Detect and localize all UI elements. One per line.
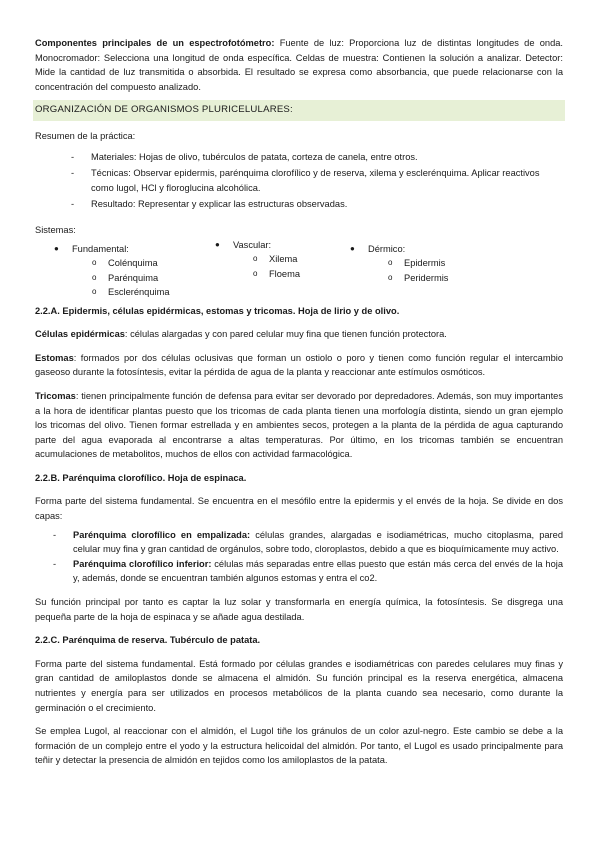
section-2-2-c-paragraph-2: Se emplea Lugol, al reaccionar con el almidón, el Lugol tiñe los gránulos de un color azul-negro. Este cambio se debe a la formación de un complejo entre el yodo y la estructura helicoidal del almidón. Por tanto, el Lugol es usado principalmente para teñir y detectar la presencia de almidón en tejidos como los amiloplastos de la patata. xyxy=(35,726,563,766)
spectro-lead: Componentes principales de un espectrofotómetro: xyxy=(35,38,275,48)
circle-bullet-icon: o xyxy=(92,258,97,268)
spectro-text: Fuente de luz: Proporciona luz de distintas longitudes de onda. Monocromador: Selecciona una longitud de onda específica. Celdas de muestra: Contienen la solución a analizar. Detector: Mide la cantidad de luz transmitida o absorbida. El resultado se expresa como absorbancia, que puede relacionarse con la concentración del compuesto analizado. xyxy=(35,38,563,92)
estomas-paragraph: Estomas: formados por dos células oclusivas que forman un ostiolo o poro y tienen como función regular el intercambio gaseoso durante la fotosíntesis, evitar la pérdida de agua de la planta y reaccionar ante estímulos osmóticos. xyxy=(35,352,563,378)
section-2-2-a-title: 2.2.A. Epidermis, células epidérmicas, estomas y tricomas. Hoja de lirio y de olivo. xyxy=(35,305,400,316)
section-2-2-b-title: 2.2.B. Parénquima clorofílico. Hoja de espinaca. xyxy=(35,472,247,483)
sistema-vascular: ● Vascular: o Xilema o Floema xyxy=(215,238,300,282)
bullet-icon: ● xyxy=(215,239,220,249)
list-item: - Técnicas: Observar epidermis, parénquima clorofílico y de reserva, xilema y esclerénquima. Aplicar reactivos como lugol, HCl y floroglucina alcohólica. xyxy=(71,168,540,193)
bullet-icon: ● xyxy=(350,243,355,253)
dash-marker: - xyxy=(53,558,57,569)
document-page xyxy=(35,36,563,768)
spectro-paragraph xyxy=(35,36,563,94)
circle-bullet-icon: o xyxy=(388,258,393,268)
section-2-2-c-paragraph-1: Forma parte del sistema fundamental. Está formado por células grandes e isodiamétricas con paredes celulares muy finas y gran cantidad de amiloplastos donde se almacena el almidón. Su función principal es la reserva energética, almacena nutrientes y energía para ser utilizados en procesos metabólicos de la planta cuando sea necesario, como durante la germinación o el crecimiento. xyxy=(35,658,563,713)
capas-list xyxy=(35,528,563,586)
dash-marker: - xyxy=(71,151,75,162)
dash-marker: - xyxy=(71,168,75,179)
resumen-list xyxy=(35,150,563,212)
sistema-dermico: ● Dérmico: o Epidermis o Peridermis xyxy=(350,242,448,286)
list-item: - Materiales: Hojas de olivo, tubérculos de patata, corteza de canela, entre otros. xyxy=(35,150,563,165)
list-item: - Parénquima clorofílico inferior: células más separadas entre ellas puesto que están más cerca del envés de la hoja y, además, donde se encuentran también algunos estomas y entra el co2. xyxy=(53,558,563,584)
list-item: - Resultado: Representar y explicar las estructuras observadas. xyxy=(35,197,563,212)
sistemas-label: Sistemas: xyxy=(35,224,76,235)
resumen-label: Resumen de la práctica: xyxy=(35,130,136,141)
circle-bullet-icon: o xyxy=(92,287,97,297)
section-2-2-c-title: 2.2.C. Parénquima de reserva. Tubérculo de patata. xyxy=(35,635,261,646)
section-banner: ORGANIZACIÓN DE ORGANISMOS PLURICELULARES: xyxy=(33,100,565,121)
list-item: - Parénquima clorofílico en empalizada: células grandes, alargadas e isodiamétricas, mucho citoplasma, pared celular muy fina y gran cantidad de orgánulos, sobre todo, cloroplastos, debido a que es bioquímicamente muy activo. xyxy=(53,529,563,555)
bullet-icon: ● xyxy=(54,243,59,253)
tricomas-paragraph: Tricomas: tienen principalmente función de defensa para evitar ser devorado por depredadores. Además, son muy importantes a la hora de identificar plantas puesto que los tricomas de cada planta tienen una morfología distinta, siendo un gran ejemplo los tricomas del olivo. Tienen formar estrellada y en ambientes secos, protegen a la planta de la pérdida de agua capturando parte del agua evaporada al encontrarse a altas temperaturas. Por último, en los tricomas también se encuentran acumulaciones de metabolitos, muchos de ellos con actividad farmacológica. xyxy=(35,390,563,460)
sistema-fundamental: ● Fundamental: o Colénquima o Parénquima o Esclerénquima xyxy=(54,242,170,300)
circle-bullet-icon: o xyxy=(388,272,393,282)
circle-bullet-icon: o xyxy=(253,254,258,264)
section-2-2-b-outro: Su función principal por tanto es captar la luz solar y transformarla en energía química, la fotosíntesis. Se disgrega una pequeña parte de la hoja de espinaca y se añade agua destilada. xyxy=(35,597,563,622)
dash-marker: - xyxy=(71,199,75,210)
circle-bullet-icon: o xyxy=(92,272,97,282)
circle-bullet-icon: o xyxy=(253,268,258,278)
celulas-epidermicas-paragraph: Células epidérmicas: células alargadas y con pared celular muy fina que tienen función protectora. xyxy=(35,329,447,340)
section-2-2-b-intro: Forma parte del sistema fundamental. Se encuentra en el mesófilo entre la epidermis y el envés de la hoja. Se divide en dos capas: xyxy=(35,496,563,522)
dash-marker: - xyxy=(53,529,57,540)
sistemas-columns xyxy=(35,239,563,304)
